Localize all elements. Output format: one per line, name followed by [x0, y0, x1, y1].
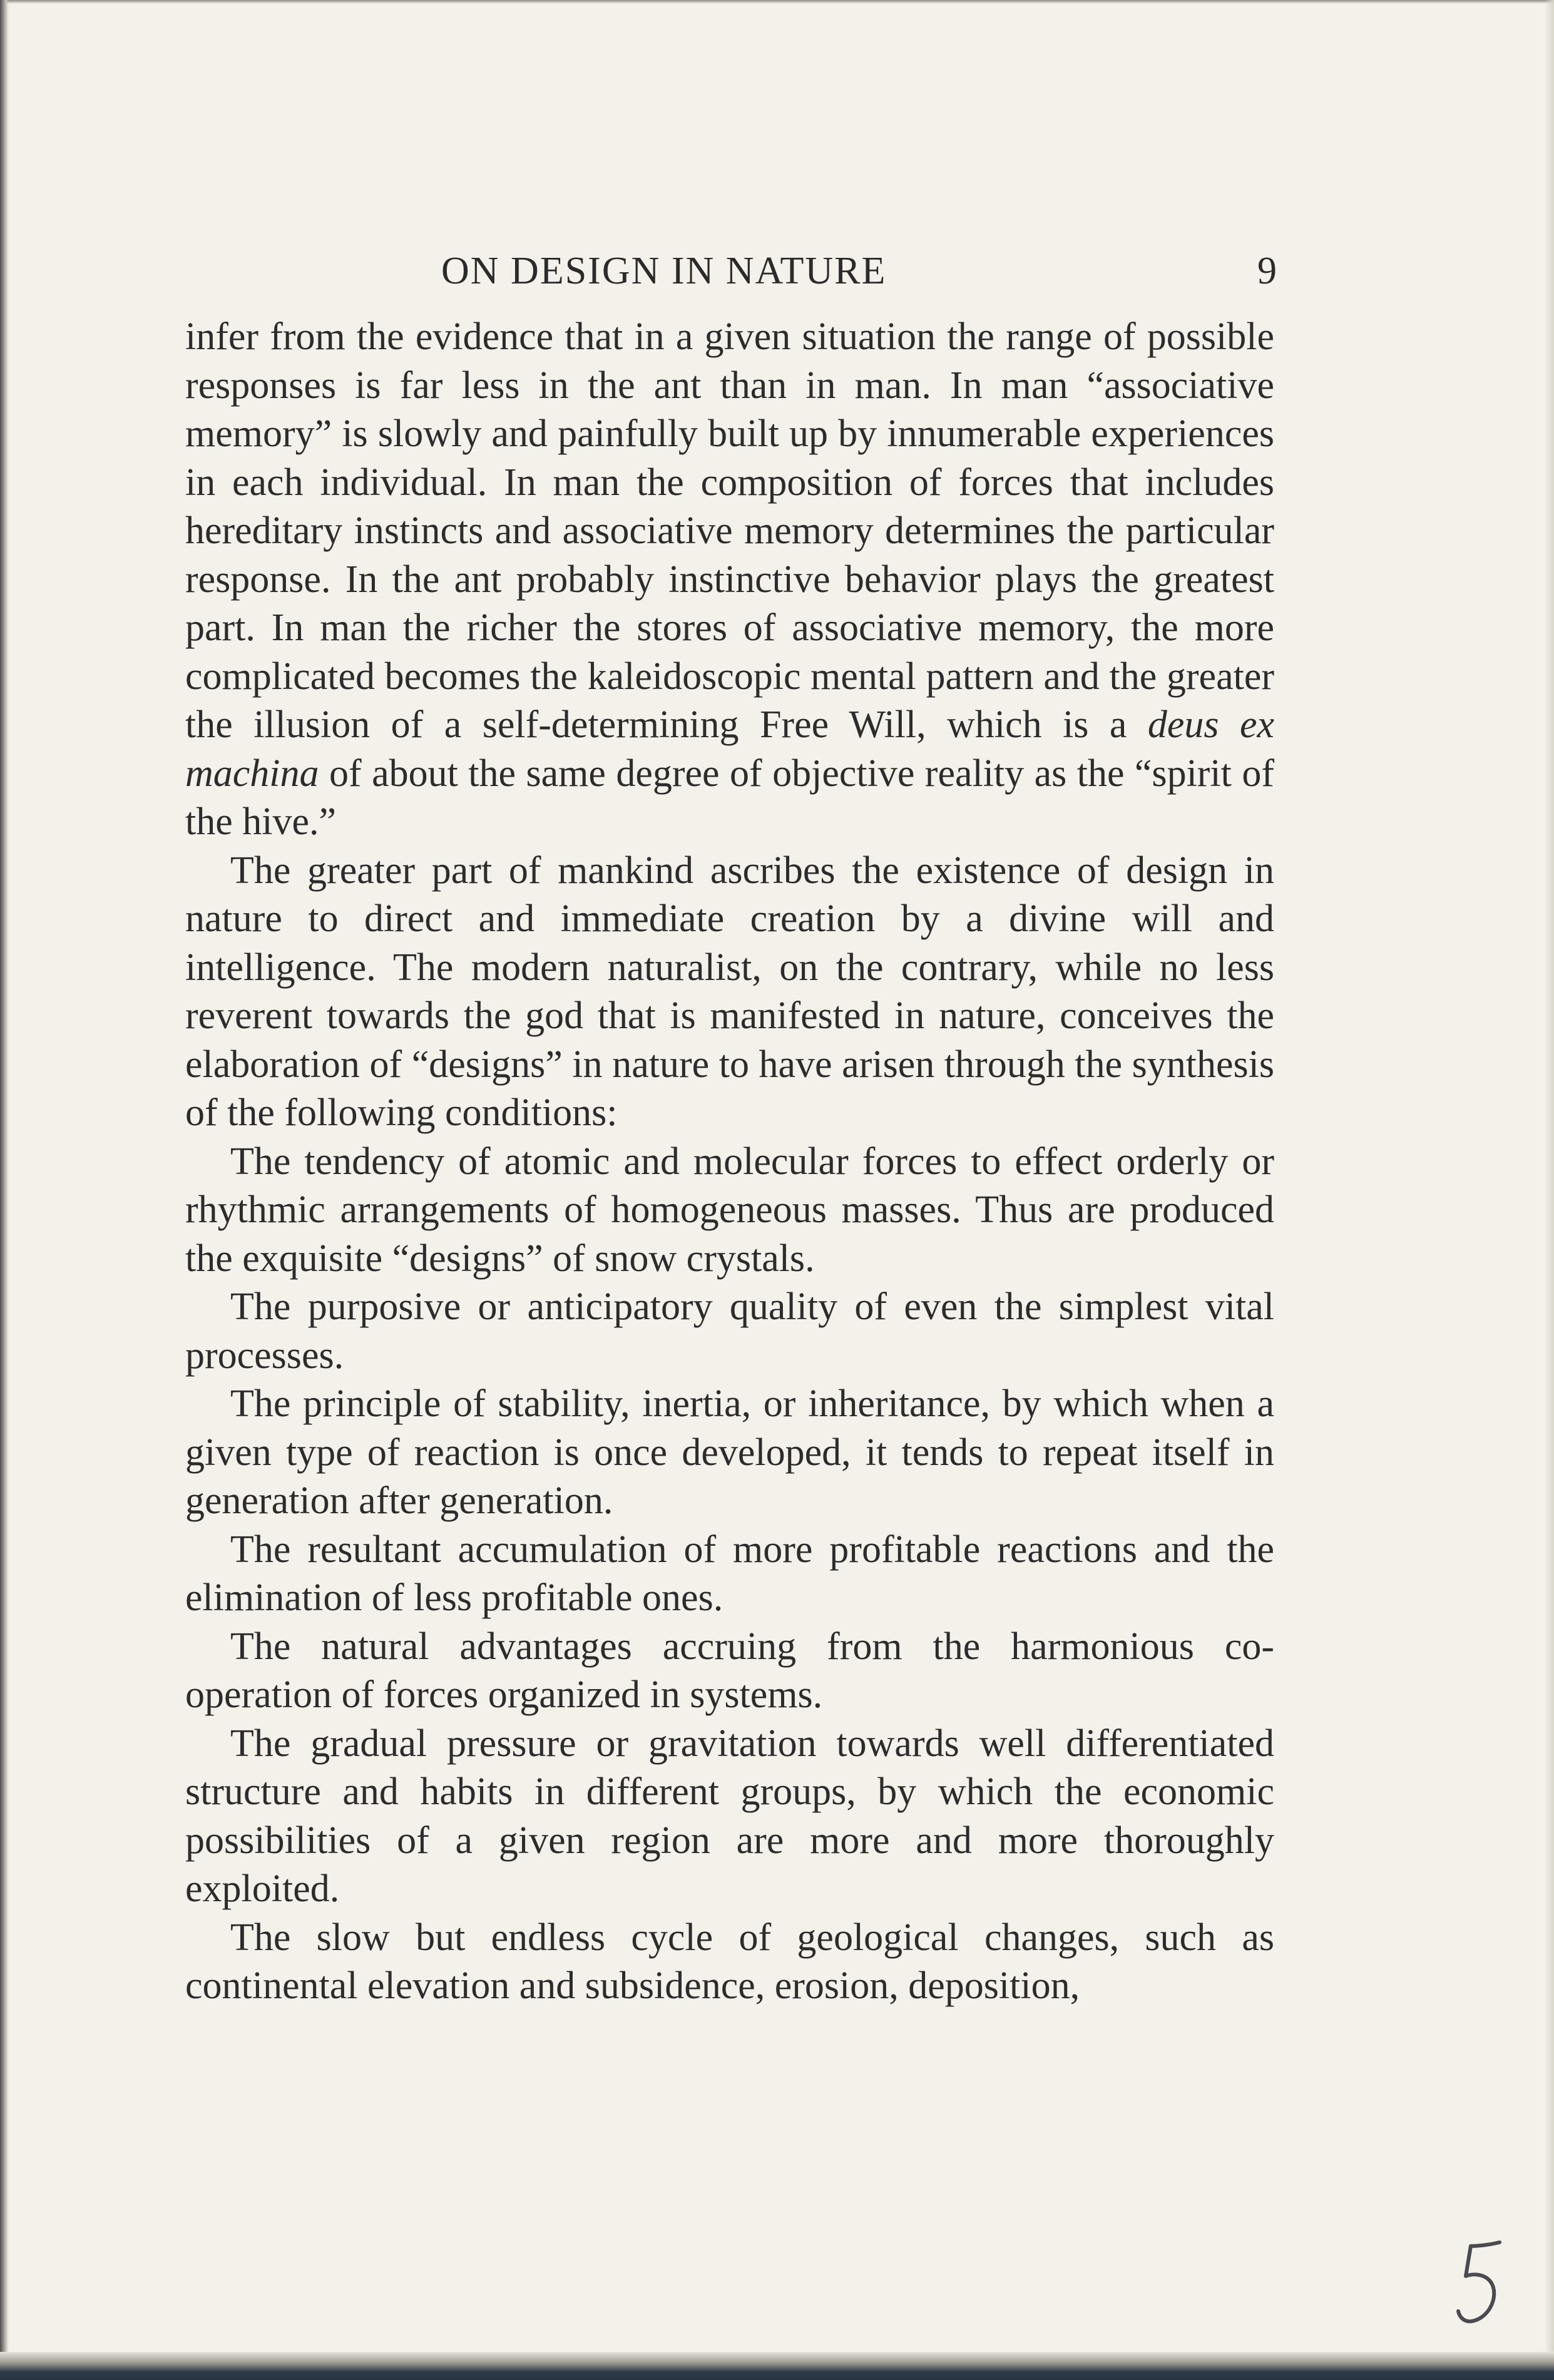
binding-shadow	[0, 0, 9, 2380]
handwritten-page-mark	[1446, 2237, 1515, 2331]
page-right-edge	[1545, 0, 1554, 2380]
paragraph: The greater part of mankind ascribes the existence of design in nature to direct and immediate creation by a divine will and intelligence. The modern naturalist, on the contrary, while no less reverent towards the god that is manifested in nature, conceives the elaboration of “designs” in nature to have arisen through the synthesis of the following conditions:	[185, 849, 1274, 1134]
continuation-text-start: infer from the evidence that in a given situation the range of possible responses is far less in the ant than in man. In man “associative memory” is slowly and painfully built up by innumerable experiences in each individual. In man the composition of forces that includes hereditary instincts and associative memory determines the particular response. In the ant probably instinctive behavior plays the greatest part. In man the richer the stores of associative memory, the more complicated becomes the kaleidoscopic mental pattern and the greater the illusion of a self-determining Free Will, which is a	[185, 315, 1274, 746]
body-text	[185, 313, 1274, 2011]
page-bottom-edge	[0, 2352, 1554, 2380]
running-title: ON DESIGN IN NATURE	[441, 250, 887, 292]
paragraph: The natural advantages accruing from the harmonious co-operation of forces organized in systems.	[185, 1625, 1274, 1716]
running-head	[188, 243, 1277, 299]
paragraph: The tendency of atomic and molecular forces to effect orderly or rhythmic arrangements of homogeneous masses. Thus are produced the exquisite “designs” of snow crystals.	[185, 1140, 1274, 1280]
continuation-paragraph	[185, 313, 1274, 847]
continuation-text-end: of about the same degree of objective reality as the “spirit of the hive.”	[185, 752, 1274, 843]
paragraph: The gradual pressure or gravitation towards well differentiated structure and habits in different groups, by which the economic possibilities of a given region are more and more thoroughly exploited.	[185, 1722, 1274, 1910]
paragraph: The purposive or anticipatory quality of even the simplest vital processes.	[185, 1285, 1274, 1377]
italic-phrase: deus ex machina	[185, 703, 1274, 795]
page-number: 9	[1257, 250, 1277, 292]
page-top-edge	[0, 0, 1554, 4]
paragraph: The resultant accumulation of more profitable reactions and the elimination of less profitable ones.	[185, 1528, 1274, 1619]
paragraph: The slow but endless cycle of geological changes, such as continental elevation and subsidence, erosion, deposition,	[185, 1916, 1274, 2007]
paragraph: The principle of stability, inertia, or inheritance, by which when a given type of reaction is once developed, it tends to repeat itself in generation after generation.	[185, 1382, 1274, 1522]
